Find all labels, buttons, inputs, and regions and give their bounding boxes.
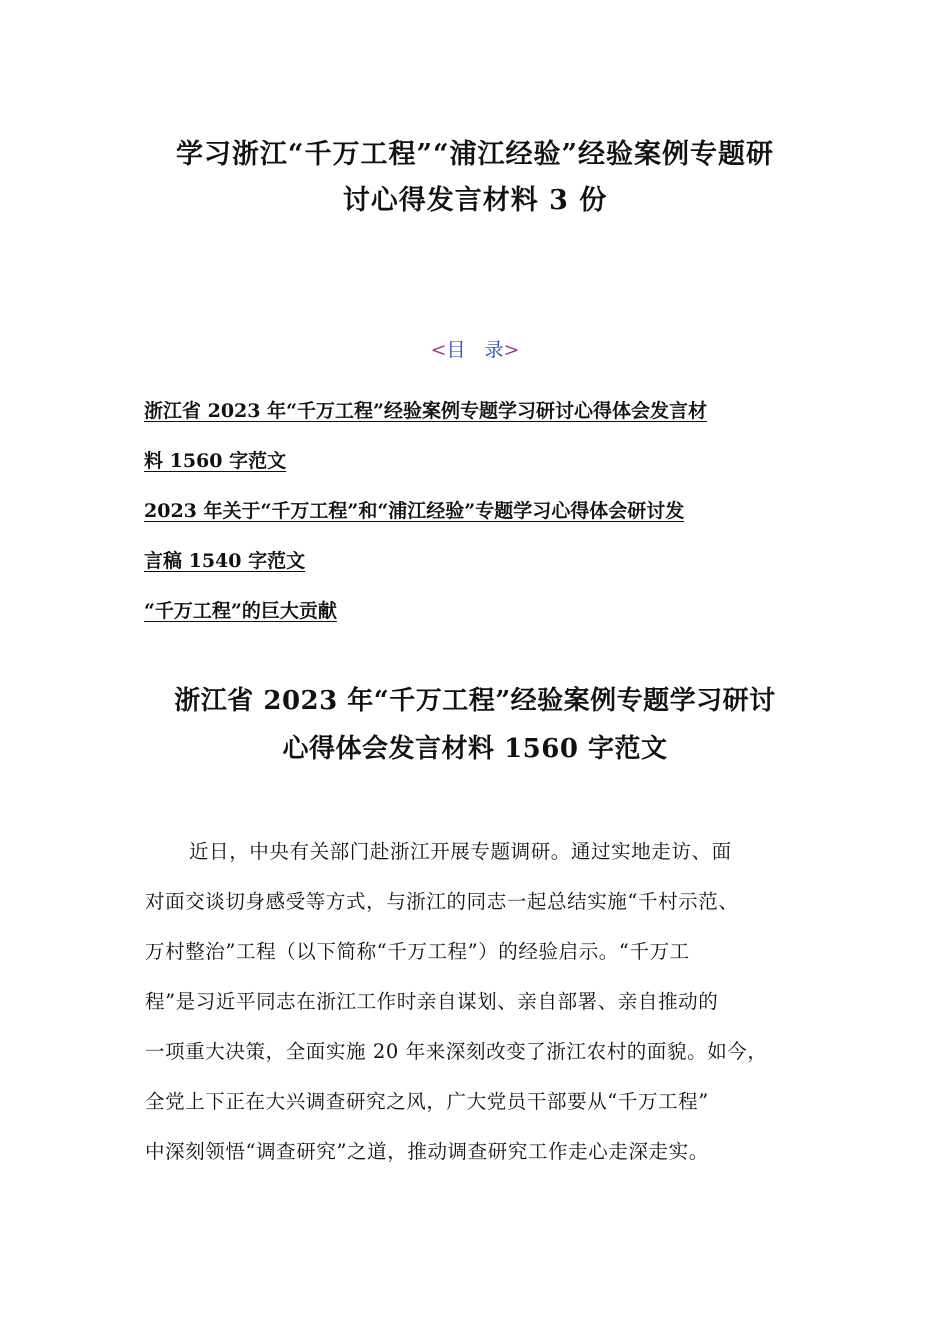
toc-list: [144, 386, 824, 636]
paragraph-line: 全党上下正在大兴调查研究之风，广大党员干部要从“千万工程”: [145, 1090, 709, 1113]
toc-close-bracket: >: [503, 339, 520, 361]
document-title-line-1: 学习浙江“千万工程”“浦江经验”经验案例专题研: [175, 139, 775, 170]
toc-entry-1-line-1[interactable]: 浙江省 2023 年“千万工程”经验案例专题学习研讨心得体会发言材: [144, 400, 707, 422]
toc-open-bracket: <: [430, 339, 447, 361]
toc-entry-2-line-2[interactable]: 言稿 1540 字范文: [144, 550, 306, 572]
paragraph-line: 近日，中央有关部门赴浙江开展专题调研。通过实地走访、面: [189, 840, 732, 863]
paragraph-line: 万村整治”工程（以下简称“千万工程”）的经验启示。“千万工: [145, 940, 690, 963]
paragraph-line: 对面交谈切身感受等方式，与浙江的同志一起总结实施“千村示范、: [145, 890, 739, 913]
section-title-line-1: 浙江省 2023 年“千万工程”经验案例专题学习研讨: [174, 686, 776, 716]
toc-heading[interactable]: [0, 336, 950, 364]
paragraph-line: 中深刻领悟“调查研究”之道，推动调查研究工作走心走深走实。: [145, 1140, 709, 1163]
paragraph-line: 程”是习近平同志在浙江工作时亲自谋划、亲自部署、亲自推动的: [145, 990, 719, 1013]
body-paragraph: [145, 827, 835, 1177]
document-title-line-2: 讨心得发言材料 3 份: [342, 185, 608, 216]
toc-entry-1-line-2[interactable]: 料 1560 字范文: [144, 450, 287, 472]
paragraph-line: 一项重大决策，全面实施 20 年来深刻改变了浙江农村的面貌。如今，: [145, 1040, 768, 1063]
section-title-line-2: 心得体会发言材料 1560 字范文: [282, 734, 668, 764]
toc-label: 目 录: [446, 339, 504, 361]
toc-entry-3[interactable]: “千万工程”的巨大贡献: [144, 600, 337, 622]
toc-entry-2-line-1[interactable]: 2023 年关于“千万工程”和“浦江经验”专题学习心得体会研讨发: [144, 500, 685, 522]
